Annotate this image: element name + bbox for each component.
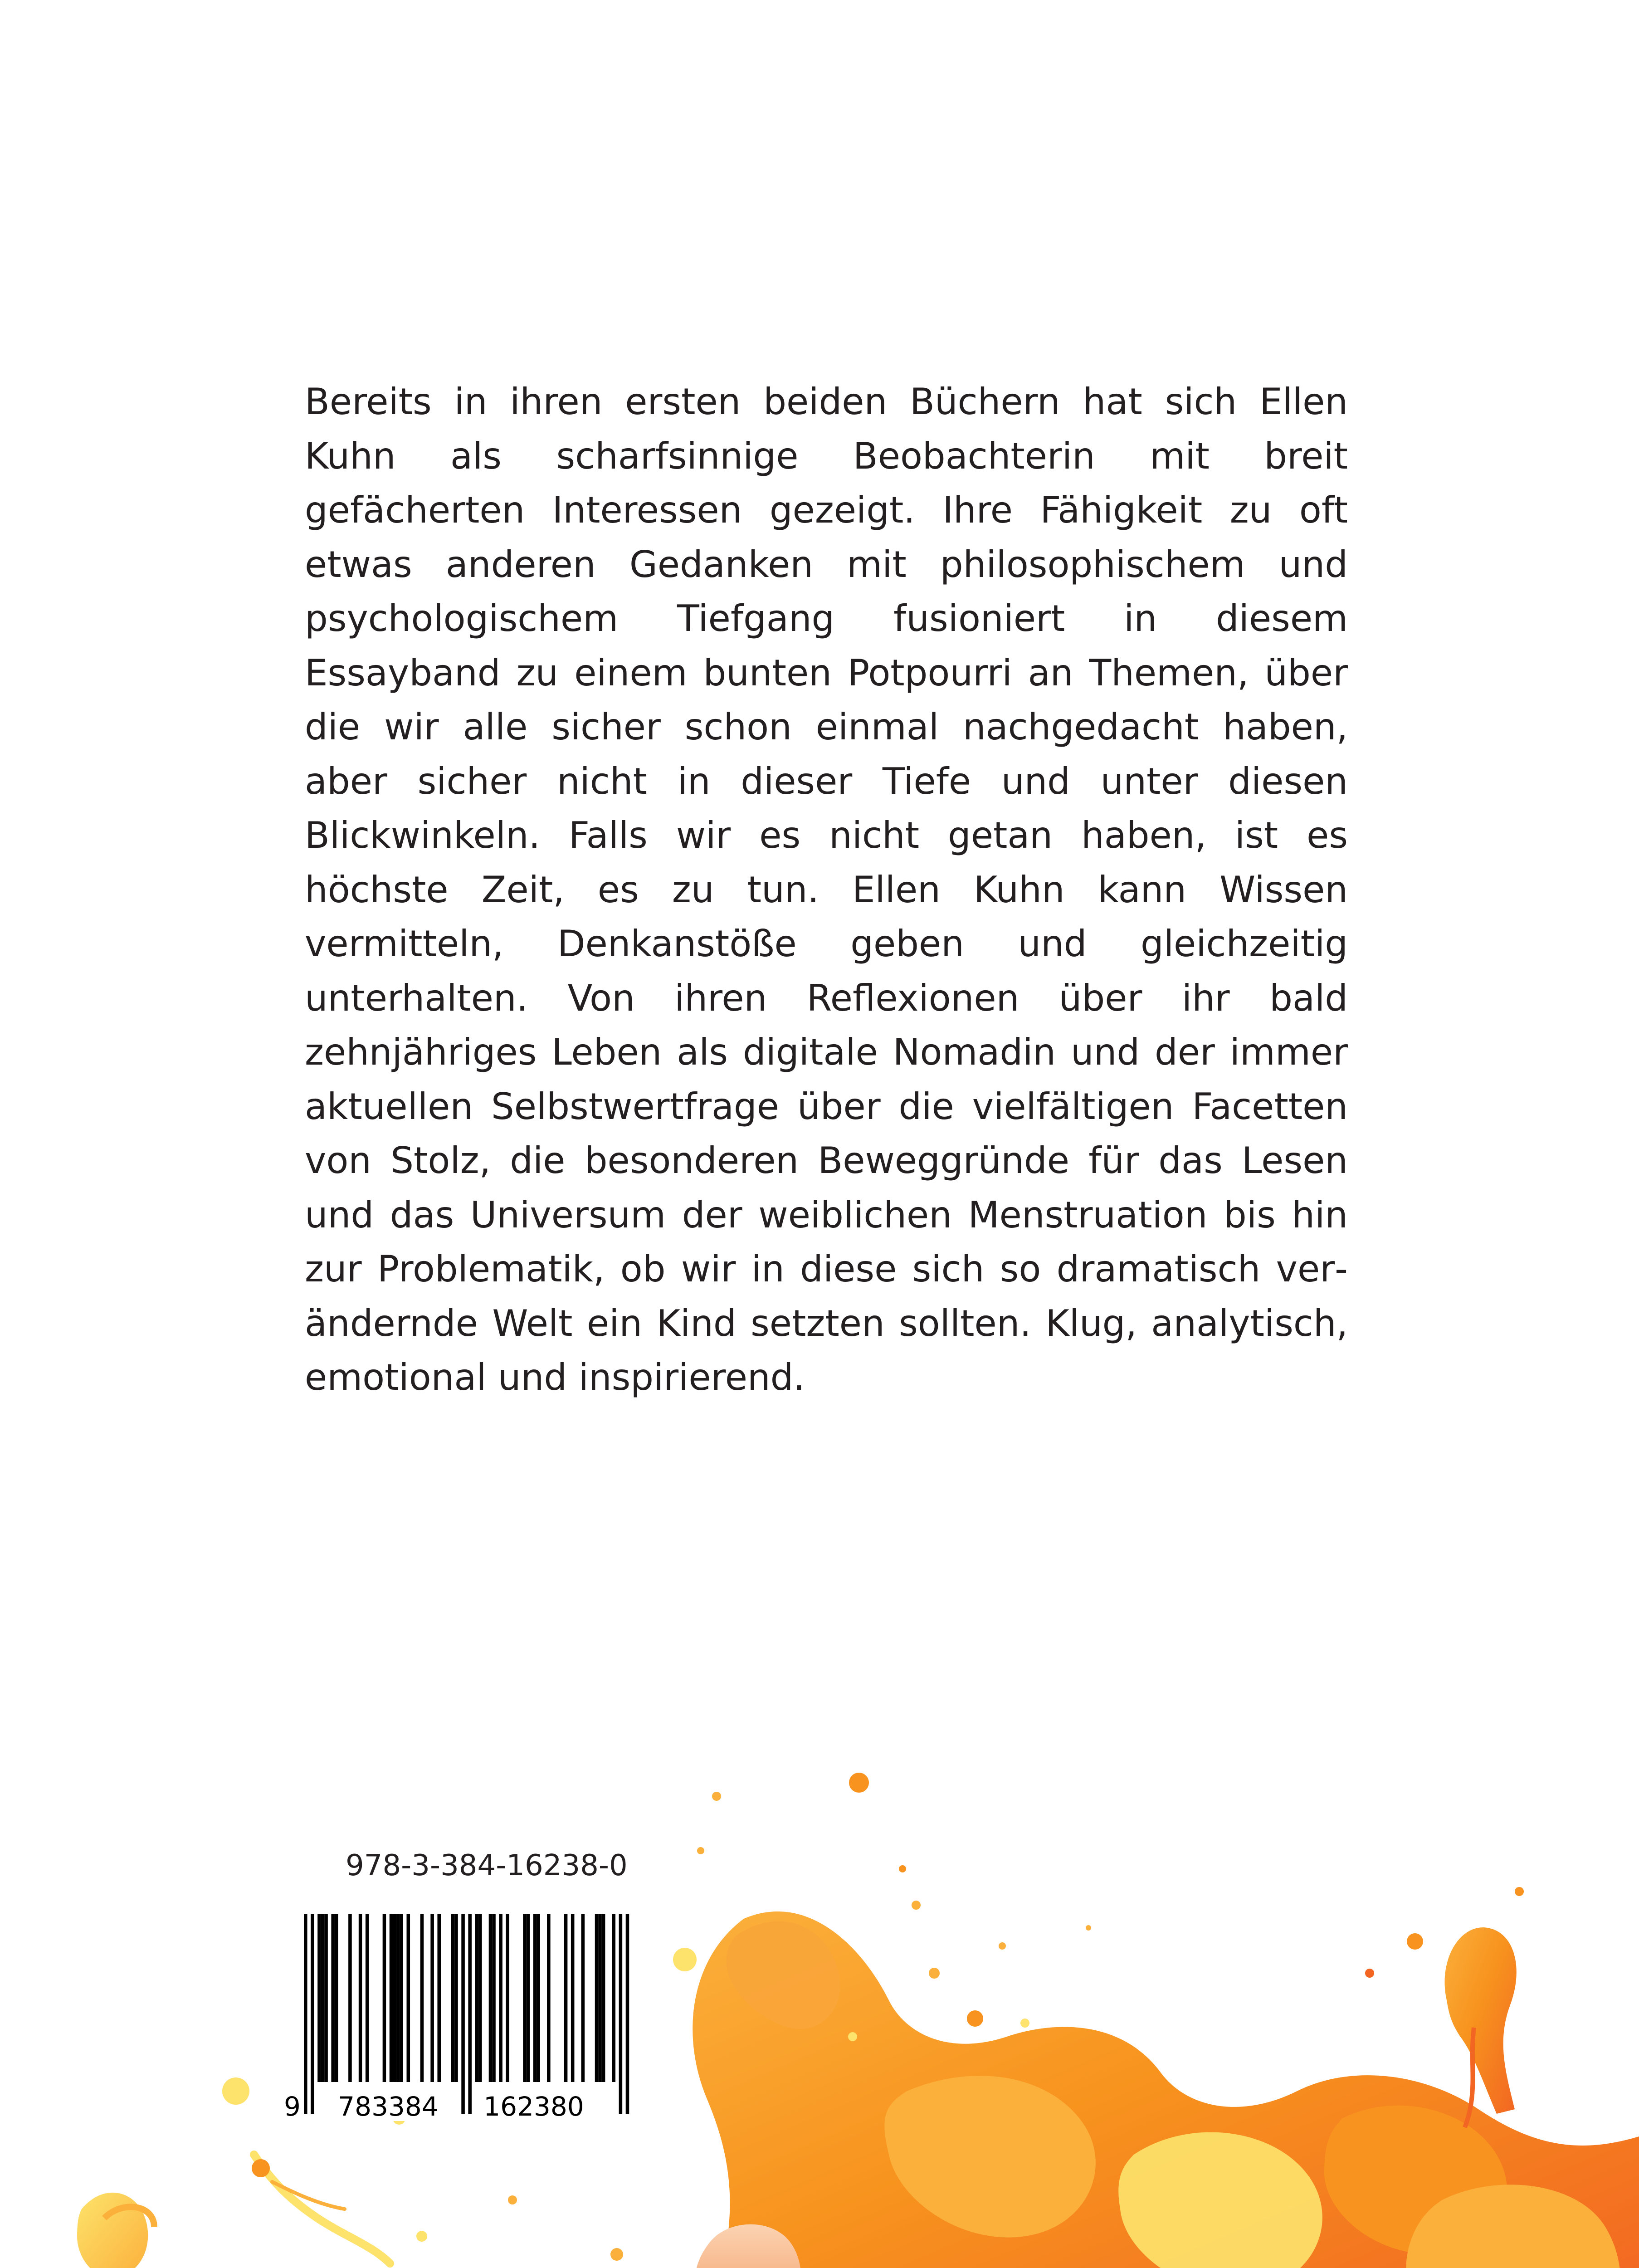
barcode-bar [602, 1914, 605, 2082]
barcode-bar [331, 1914, 335, 2082]
barcode-bar [430, 1914, 434, 2082]
barcode-bar [595, 1914, 599, 2082]
barcode-bar [489, 1914, 493, 2082]
barcode-bar [598, 1914, 602, 2082]
barcode-bar [390, 1914, 393, 2082]
barcode-digit-first: 9 [284, 2091, 301, 2121]
isbn-barcode [272, 1914, 658, 2121]
barcode-bar [626, 1914, 629, 2114]
barcode-bar [420, 1914, 424, 2082]
barcode-bar [451, 1914, 455, 2082]
barcode-digits-right: 162380 [483, 2091, 584, 2121]
barcode-bar [506, 1914, 509, 2082]
barcode-bar [437, 1914, 441, 2082]
barcode-bar [523, 1914, 527, 2082]
barcode-bar [400, 1914, 403, 2082]
barcode-bar [492, 1914, 496, 2082]
barcode-bar [533, 1914, 537, 2082]
barcode-digits-left: 783384 [338, 2091, 439, 2121]
barcode-bar [321, 1914, 325, 2082]
book-description: Bereits in ihren ersten beiden Büchern hat sich Ellen Kuhn als scharfsinnige Beobachterin mit breit gefächerten Interessen gezeigt. Ihre Fähigkeit zu oft etwas anderen Gedanken mit philosophischem und psychologischem Tiefgang fusioniert in diesem Essayband zu einem bunten Potpourri an Themen, über die wir alle sicher schon einmal nachgedacht haben, aber sicher nicht in dieser Tiefe und unter diesen Blickwinkeln. Falls wir es nicht getan haben, ist es höchste Zeit, es zu tun. Ellen Kuhn kann Wissen vermitteln, Denkanstöße geben und gleichzeitig unterhalten. Von ihren Reflexionen über ihr bald zehnjähriges Leben als digitale Nomadin und der immer aktuellen Selbstwertfrage über die vielfältigen Facetten von Stolz, die besonderen Beweggründe für das Lesen und das Universum der weiblichen Menstruation bis hin zur Problematik, ob wir in diese sich so dramatisch verändernde Welt ein Kind setzten sollten. Klug, analytisch, emotional und inspirierend. [305, 381, 1348, 1398]
barcode-bar [396, 1914, 400, 2082]
barcode-bar [304, 1914, 307, 2114]
barcode-bar [348, 1914, 352, 2082]
barcode-bar [527, 1914, 530, 2082]
barcode-bar [475, 1914, 479, 2082]
barcode-bar [311, 1914, 314, 2114]
barcode-bar [324, 1914, 328, 2082]
barcode-bar [499, 1914, 502, 2082]
barcode-bar [335, 1914, 338, 2082]
barcode-bar [468, 1914, 472, 2114]
barcode-bar [547, 1914, 551, 2082]
barcode-bar [537, 1914, 540, 2082]
barcode-bar [571, 1914, 575, 2082]
barcode-bar [317, 1914, 321, 2082]
barcode-bar [393, 1914, 396, 2082]
barcode-bar [359, 1914, 362, 2082]
barcode-bar [619, 1914, 623, 2114]
barcode-bar [383, 1914, 386, 2082]
isbn-number: 978-3-384-16238-0 [346, 1849, 628, 1882]
barcode-bar [478, 1914, 482, 2082]
barcode-bar [454, 1914, 458, 2082]
paint-splash-decoration [0, 1746, 1639, 2268]
barcode-bar [564, 1914, 568, 2082]
barcode-bar [366, 1914, 369, 2082]
barcode-bar [461, 1914, 465, 2114]
barcode-bar [407, 1914, 410, 2082]
barcode-bar [612, 1914, 616, 2082]
barcode-bar [581, 1914, 585, 2082]
